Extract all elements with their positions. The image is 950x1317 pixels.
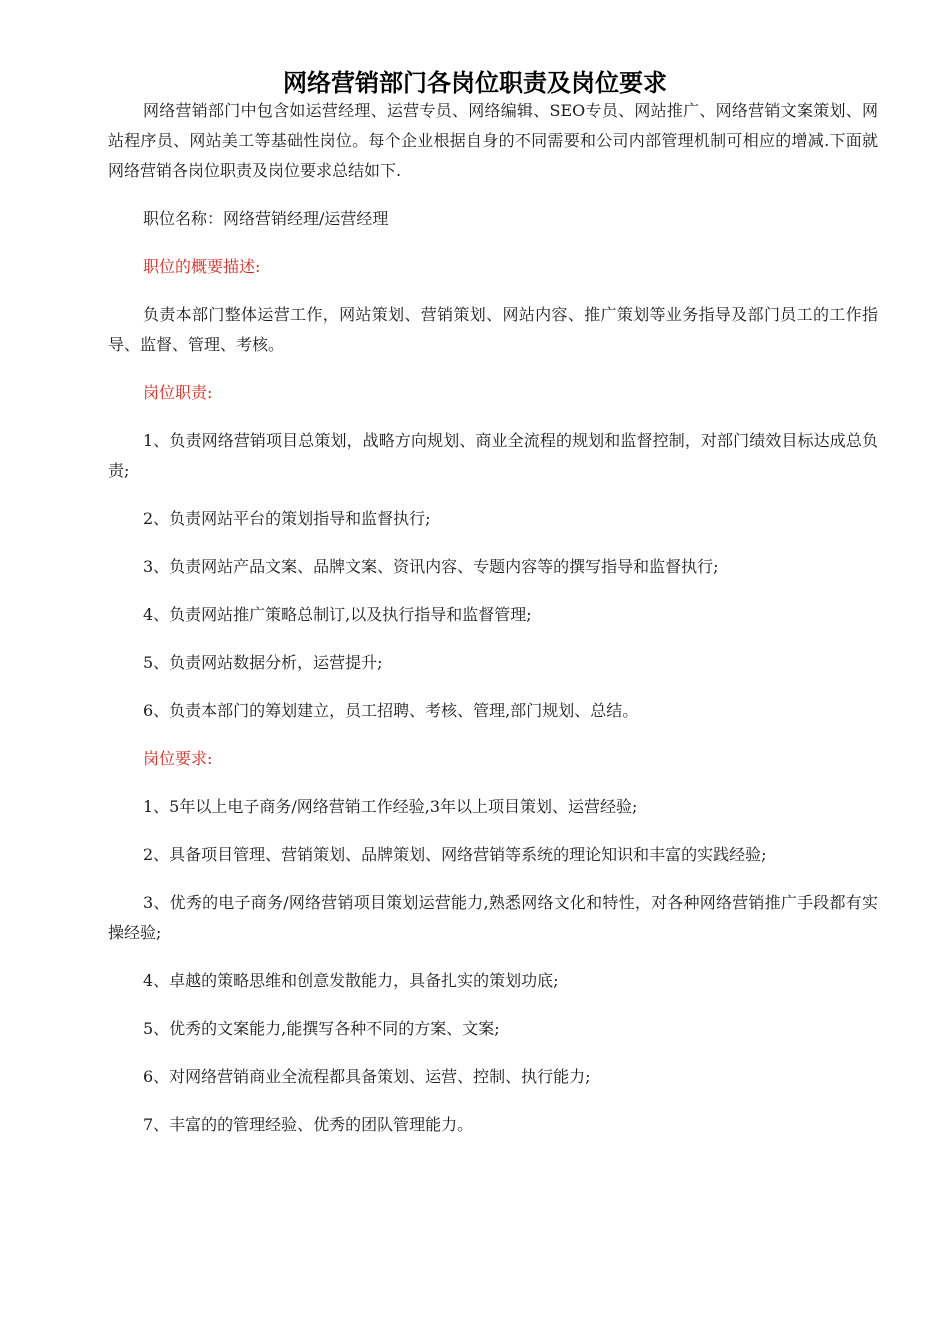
document-body <box>108 96 878 1158</box>
requirement-item: 3、优秀的电子商务/网络营销项目策划运营能力,熟悉网络文化和特性，对各种网络营销推广手段都有实操经验; <box>108 893 878 942</box>
requirement-item: 2、具备项目管理、营销策划、品牌策划、网络营销等系统的理论知识和丰富的实践经验; <box>143 845 767 864</box>
duty-item: 2、负责网站平台的策划指导和监督执行; <box>143 509 431 528</box>
requirement-item: 1、5年以上电子商务/网络营销工作经验,3年以上项目策划、运营经验; <box>143 797 638 816</box>
summary-text: 负责本部门整体运营工作，网站策划、营销策划、网站内容、推广策划等业务指导及部门员工的工作指导、监督、管理、考核。 <box>108 305 878 354</box>
requirements-heading: 岗位要求: <box>143 749 213 768</box>
duty-item: 1、负责网络营销项目总策划，战略方向规划、商业全流程的规划和监督控制，对部门绩效目标达成总负责; <box>108 431 878 480</box>
summary-heading: 职位的概要描述: <box>143 257 261 276</box>
document-title: 网络营销部门各岗位职责及岗位要求 <box>283 68 667 97</box>
requirement-item: 4、卓越的策略思维和创意发散能力，具备扎实的策划功底; <box>143 971 559 990</box>
duty-item: 6、负责本部门的筹划建立，员工招聘、考核、管理,部门规划、总结。 <box>143 701 639 720</box>
requirement-item: 7、丰富的的管理经验、优秀的团队管理能力。 <box>143 1115 474 1134</box>
duty-item: 5、负责网站数据分析，运营提升; <box>143 653 383 672</box>
requirement-item: 5、优秀的文案能力,能撰写各种不同的方案、文案; <box>143 1019 500 1038</box>
intro-paragraph: 网络营销部门中包含如运营经理、运营专员、网络编辑、SEO专员、网站推广、网络营销文案策划、网站程序员、网站美工等基础性岗位。每个企业根据自身的不同需要和公司内部管理机制可相应的增减.下面就网络营销各岗位职责及岗位要求总结如下. <box>108 101 878 180</box>
duty-item: 3、负责网站产品文案、品牌文案、资讯内容、专题内容等的撰写指导和监督执行; <box>143 557 719 576</box>
position-name: 职位名称：网络营销经理/运营经理 <box>143 209 389 228</box>
requirement-item: 6、对网络营销商业全流程都具备策划、运营、控制、执行能力; <box>143 1067 591 1086</box>
duties-heading: 岗位职责: <box>143 383 213 402</box>
duty-item: 4、负责网站推广策略总制订,以及执行指导和监督管理; <box>143 605 532 624</box>
